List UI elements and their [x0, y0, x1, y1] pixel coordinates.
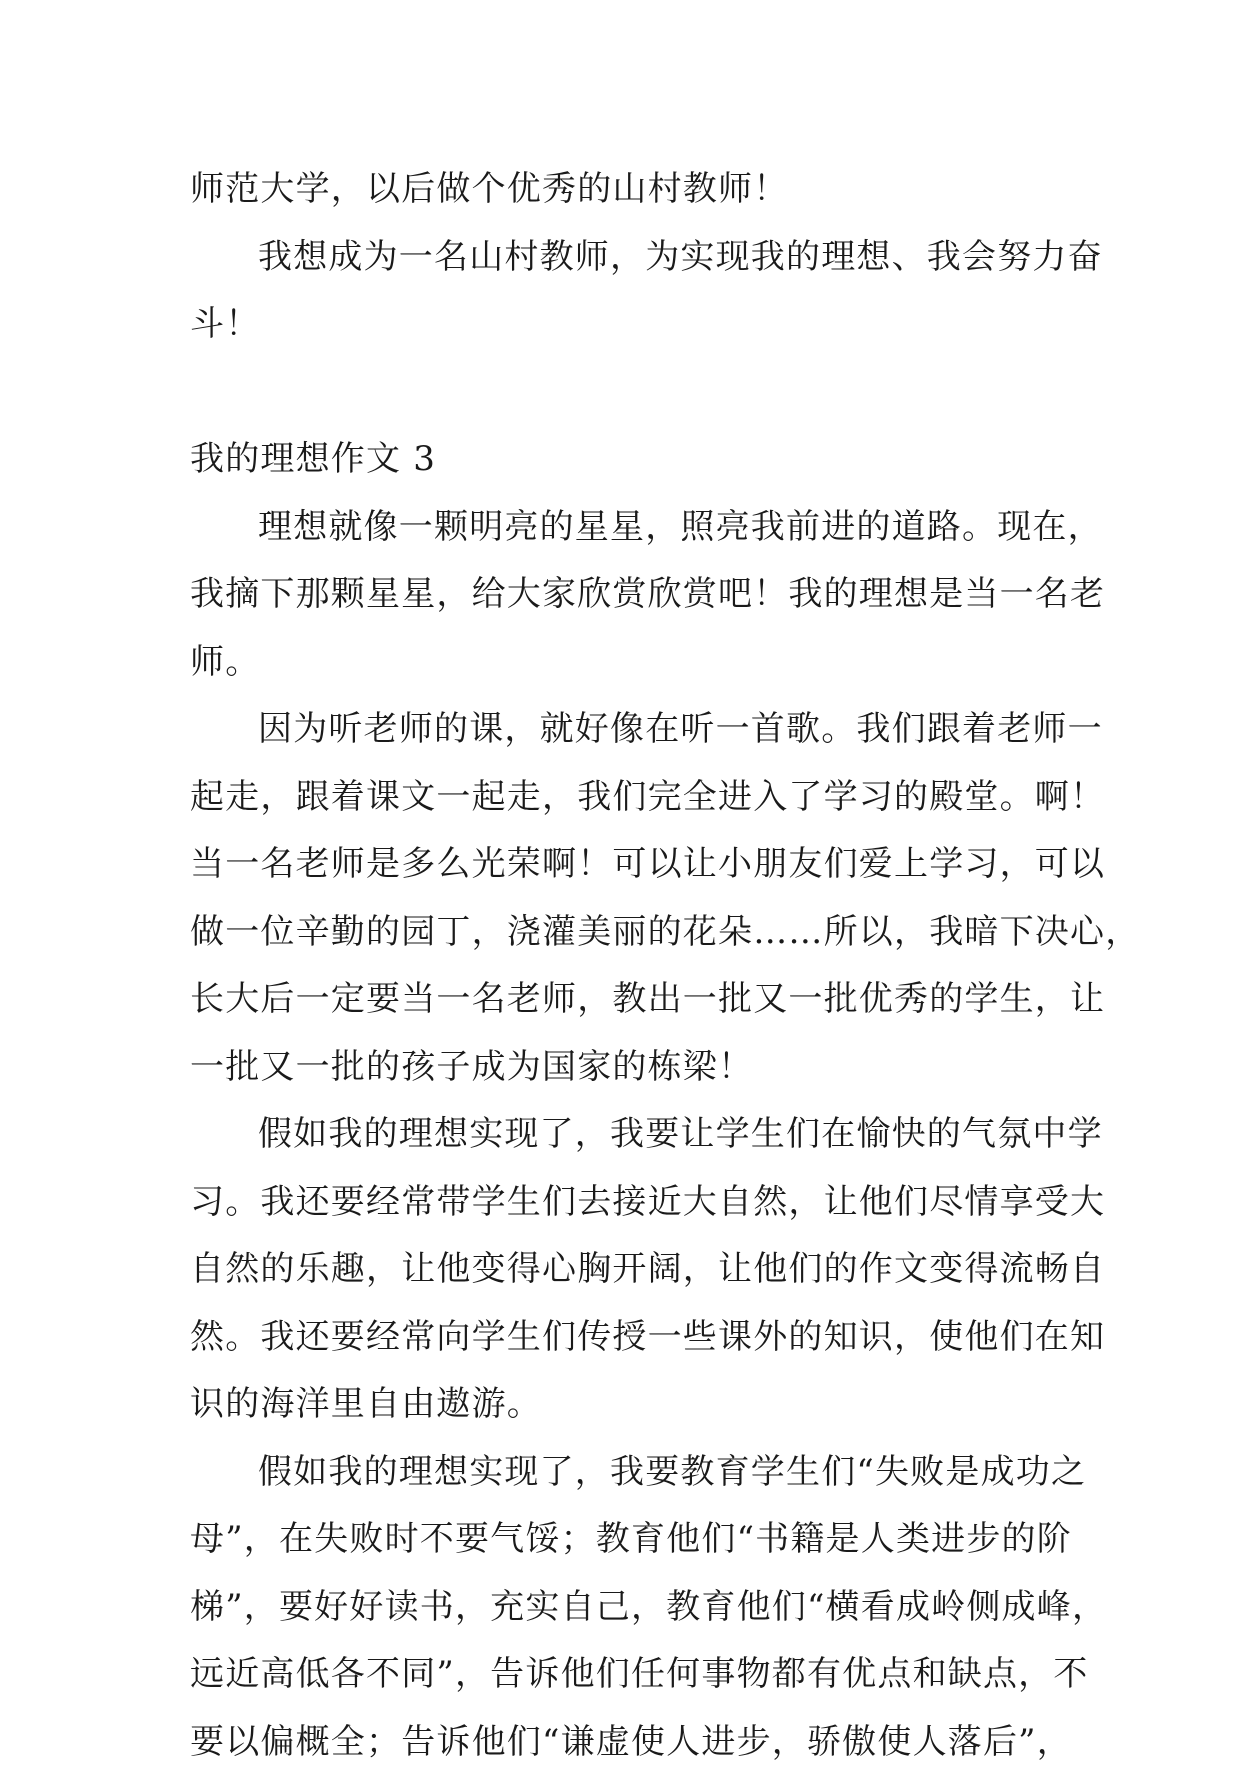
- text-line: 自然的乐趣，让他变得心胸开阔，让他们的作文变得流畅自: [190, 1236, 1060, 1304]
- text-line: 我摘下那颗星星，给大家欣赏欣赏吧！我的理想是当一名老: [190, 561, 1060, 629]
- text-line: 习。我还要经常带学生们去接近大自然，让他们尽情享受大: [190, 1169, 1060, 1237]
- text-line: 梯”，要好好读书，充实自己，教育他们“横看成岭侧成峰，: [190, 1574, 1060, 1642]
- text-line: 斗！: [190, 291, 1060, 359]
- paragraph-first-line: 假如我的理想实现了，我要让学生们在愉快的气氛中学: [190, 1101, 1060, 1169]
- text-line: 起走，跟着课文一起走，我们完全进入了学习的殿堂。啊！: [190, 764, 1060, 832]
- essay-heading: 我的理想作文 3: [190, 426, 1060, 494]
- text-line: 然。我还要经常向学生们传授一些课外的知识，使他们在知: [190, 1304, 1060, 1372]
- text-line: 师范大学，以后做个优秀的山村教师！: [190, 156, 1060, 224]
- text-line: 要以偏概全；告诉他们“谦虚使人进步，骄傲使人落后”，: [190, 1709, 1060, 1776]
- blank-line: [190, 359, 1060, 427]
- paragraph-first-line: 因为听老师的课，就好像在听一首歌。我们跟着老师一: [190, 696, 1060, 764]
- text-line: 识的海洋里自由遨游。: [190, 1371, 1060, 1439]
- text-line: 长大后一定要当一名老师，教出一批又一批优秀的学生，让: [190, 966, 1060, 1034]
- document-body: [190, 156, 1060, 1776]
- paragraph-first-line: 假如我的理想实现了，我要教育学生们“失败是成功之: [190, 1439, 1060, 1507]
- text-line: 当一名老师是多么光荣啊！可以让小朋友们爱上学习，可以: [190, 831, 1060, 899]
- text-line: 做一位辛勤的园丁，浇灌美丽的花朵……所以，我暗下决心，: [190, 899, 1060, 967]
- text-line: 一批又一批的孩子成为国家的栋梁！: [190, 1034, 1060, 1102]
- paragraph-first-line: 理想就像一颗明亮的星星，照亮我前进的道路。现在，: [190, 494, 1060, 562]
- text-line: 师。: [190, 629, 1060, 697]
- text-line: 母”，在失败时不要气馁；教育他们“书籍是人类进步的阶: [190, 1506, 1060, 1574]
- text-line: 远近高低各不同”，告诉他们任何事物都有优点和缺点，不: [190, 1641, 1060, 1709]
- paragraph-first-line: 我想成为一名山村教师，为实现我的理想、我会努力奋: [190, 224, 1060, 292]
